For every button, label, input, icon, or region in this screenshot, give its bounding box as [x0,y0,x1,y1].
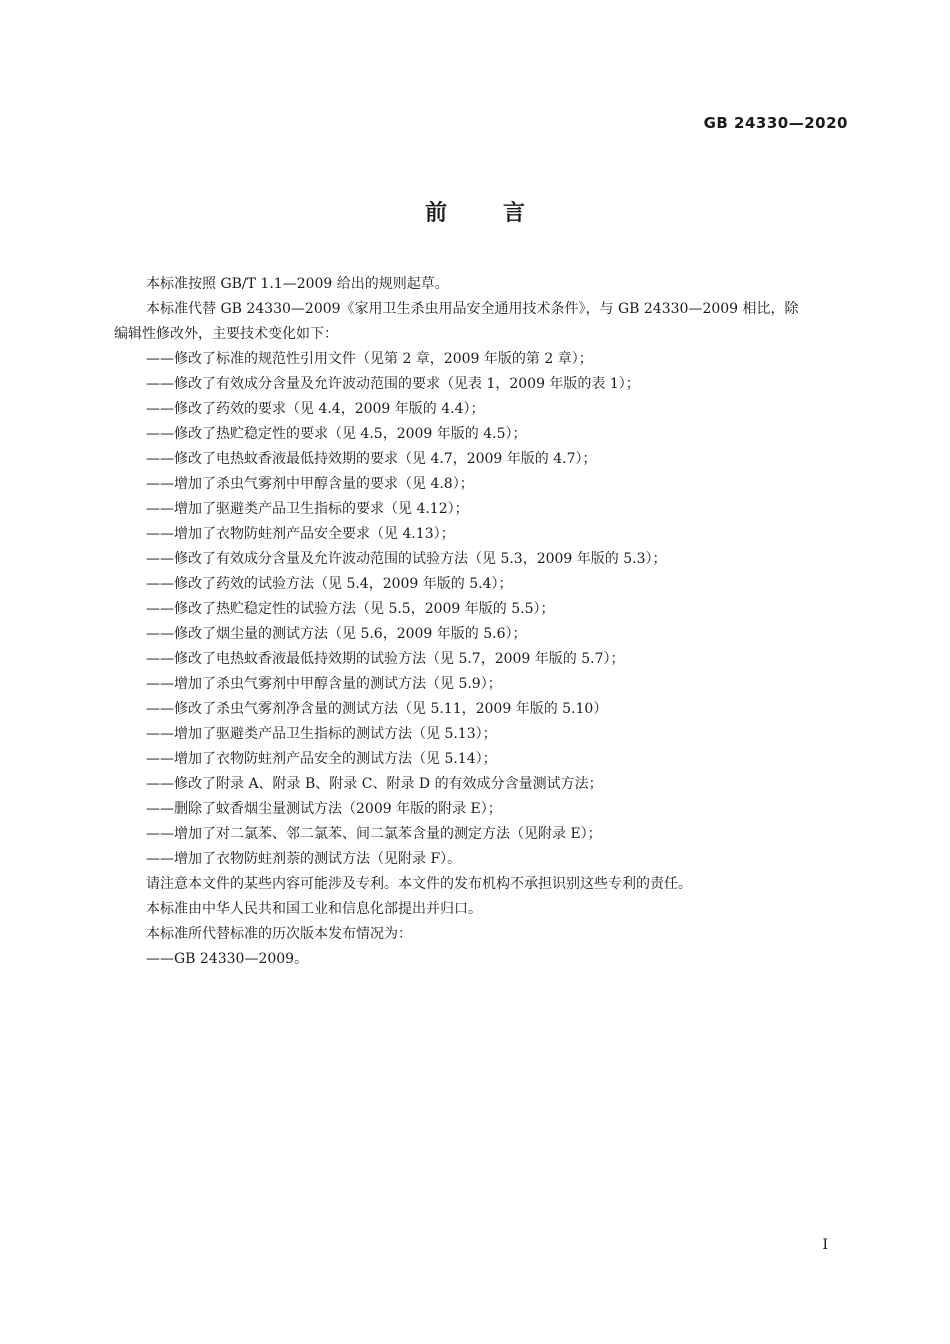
change-item: ——增加了衣物防蛀剂产品安全要求（见 4.13）； [146,526,455,542]
change-item: ——修改了电热蚊香液最低持效期的要求（见 4.7，2009 年版的 4.7）； [146,451,597,467]
change-item: ——修改了药效的要求（见 4.4，2009 年版的 4.4）； [146,401,485,417]
change-item: ——修改了有效成分含量及允许波动范围的试验方法（见 5.3，2009 年版的 5.3）； [146,551,667,567]
change-item: ——增加了驱避类产品卫生指标的测试方法（见 5.13）； [146,726,497,742]
change-item: ——增加了杀虫气雾剂中甲醇含量的测试方法（见 5.9）； [146,676,502,692]
change-item: ——增加了杀虫气雾剂中甲醇含量的要求（见 4.8）； [146,476,474,492]
change-item: ——修改了杀虫气雾剂净含量的测试方法（见 5.11，2009 年版的 5.10） [146,701,608,717]
change-item: ——修改了烟尘量的测试方法（见 5.6，2009 年版的 5.6）； [146,626,527,642]
change-item: ——增加了驱避类产品卫生指标的要求（见 4.12）； [146,501,469,517]
change-item: ——修改了热贮稳定性的试验方法（见 5.5，2009 年版的 5.5）； [146,601,555,617]
change-item: ——增加了衣物防蛀剂产品安全的测试方法（见 5.14）； [146,751,497,767]
change-item: ——删除了蚊香烟尘量测试方法（2009 年版的附录 E）； [146,801,502,817]
standard-code-header: GB 24330—2020 [703,114,848,132]
page-number: I [822,1237,828,1253]
patent-notice-paragraph: 请注意本文件的某些内容可能涉及专利。本文件的发布机构不承担识别这些专利的责任。 [146,876,692,892]
page-title: 前言 [424,201,581,226]
change-item: ——修改了标准的规范性引用文件（见第 2 章，2009 年版的第 2 章）； [146,351,593,367]
replacement-paragraph-line-2: 编辑性修改外，主要技术变化如下： [114,326,338,342]
change-item: ——修改了电热蚊香液最低持效期的试验方法（见 5.7，2009 年版的 5.7）； [146,651,625,667]
replacement-paragraph-line-1: 本标准代替 GB 24330—2009《家用卫生杀虫用品安全通用技术条件》，与 GB 24330—2009 相比，除 [146,301,799,317]
drafting-rules-paragraph: 本标准按照 GB/T 1.1—2009 给出的规则起草。 [146,276,449,292]
change-item: ——修改了药效的试验方法（见 5.4，2009 年版的 5.4）； [146,576,513,592]
change-item: ——增加了衣物防蛀剂萘的测试方法（见附录 F）。 [146,851,462,867]
history-item: ——GB 24330—2009。 [146,951,309,967]
history-intro-paragraph: 本标准所代替标准的历次版本发布情况为： [146,926,412,942]
change-item: ——修改了有效成分含量及允许波动范围的要求（见表 1，2009 年版的表 1）； [146,376,640,392]
proposer-paragraph: 本标准由中华人民共和国工业和信息化部提出并归口。 [146,901,482,917]
change-item: ——增加了对二氯苯、邻二氯苯、间二氯苯含量的测定方法（见附录 E）； [146,826,602,842]
technical-changes-list [114,347,854,872]
foreword-body [114,272,854,972]
change-item: ——修改了热贮稳定性的要求（见 4.5，2009 年版的 4.5）； [146,426,527,442]
change-item: ——修改了附录 A、附录 B、附录 C、附录 D 的有效成分含量测试方法； [146,776,603,792]
